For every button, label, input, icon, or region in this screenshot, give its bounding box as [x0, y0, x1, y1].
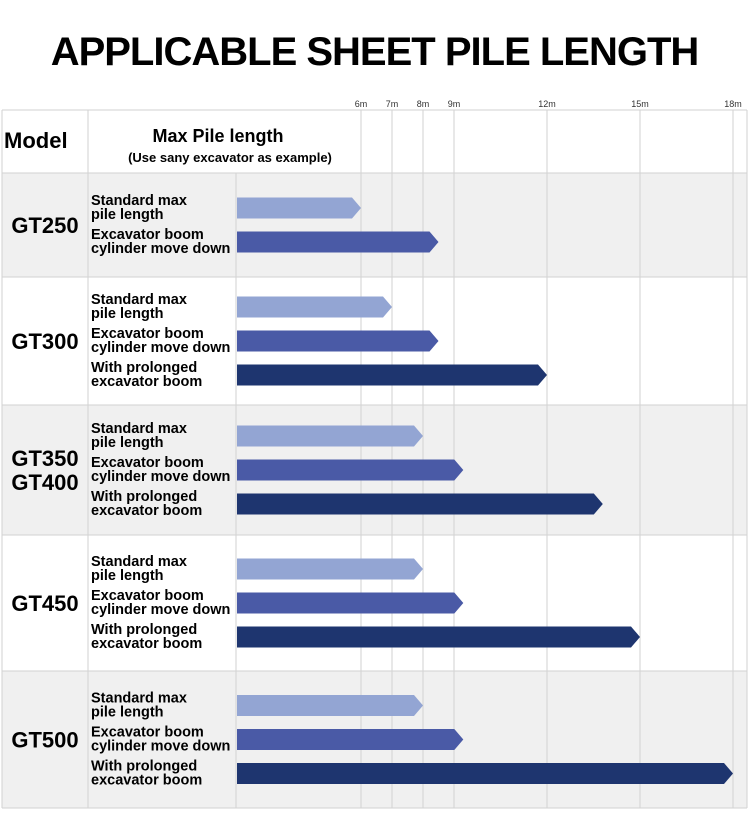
bar-prolonged [237, 763, 733, 784]
bar-boom_down [237, 593, 463, 614]
bar-label: Excavator boom cylinder move down [91, 724, 231, 755]
max-pile-length-subheader: (Use sany excavator as example) [128, 150, 332, 165]
bar-label: Standard max pile length [91, 554, 187, 584]
bar-standard [237, 198, 361, 219]
row-background [2, 173, 747, 277]
bar-standard [237, 695, 423, 716]
bar-label: Standard max pile length [91, 292, 187, 322]
x-tick-label: 12m [538, 99, 556, 109]
x-tick-label: 7m [385, 99, 399, 109]
model-column-header: Model [4, 128, 68, 153]
page-title: APPLICABLE SHEET PILE LENGTH [50, 30, 699, 74]
bar-label: Standard max pile length [91, 193, 187, 223]
bar-standard [237, 559, 423, 580]
model-name: GT450 [11, 591, 79, 616]
table-header [4, 126, 332, 165]
bar-label: Standard max pile length [91, 690, 187, 721]
model-name: GT400 [11, 470, 79, 495]
bar-standard [237, 426, 423, 447]
x-tick-label: 18m [724, 99, 742, 109]
bar-standard [237, 297, 392, 318]
bar-prolonged [237, 494, 603, 515]
bar-prolonged [237, 365, 547, 386]
model-name: GT250 [11, 213, 79, 238]
model-name: GT300 [11, 329, 79, 354]
model-name: GT350 [11, 446, 79, 471]
max-pile-length-header: Max Pile length [152, 126, 284, 146]
x-tick-label: 8m [416, 99, 430, 109]
bar-boom_down [237, 331, 439, 352]
bar-prolonged [237, 627, 640, 648]
bar-label: Excavator boom cylinder move down [91, 326, 231, 356]
bar-boom_down [237, 460, 463, 481]
bar-label: Excavator boom cylinder move down [91, 588, 231, 618]
bar-boom_down [237, 729, 463, 750]
x-tick-label: 6m [354, 99, 368, 109]
bar-label: With prolonged excavator boom [91, 622, 203, 652]
bar-label: With prolonged excavator boom [91, 360, 203, 390]
bar-label: Excavator boom cylinder move down [91, 455, 231, 485]
bar-label: With prolonged excavator boom [91, 758, 203, 789]
bar-boom_down [237, 232, 439, 253]
bar-label: With prolonged excavator boom [91, 489, 203, 519]
x-tick-label: 9m [447, 99, 461, 109]
x-tick-label: 15m [631, 99, 649, 109]
x-tick-labels [355, 99, 742, 109]
model-name: GT500 [11, 727, 79, 753]
bar-label: Standard max pile length [91, 421, 187, 451]
bar-label: Excavator boom cylinder move down [91, 227, 231, 257]
